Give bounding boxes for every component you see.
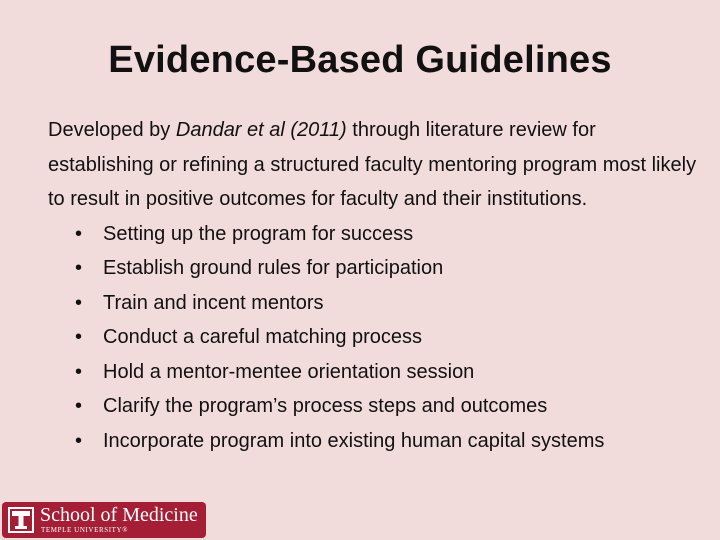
list-item [48,424,698,459]
intro-paragraph [48,113,698,217]
intro-text-before: Developed by [48,119,176,141]
list-item-text: Hold a mentor-mentee orientation session [103,360,475,383]
list-item [48,286,698,321]
list-item [48,320,698,355]
bullet-marker: • [75,395,83,417]
list-item-text: Clarify the program’s process steps and outcomes [103,395,548,417]
list-item-text: Establish ground rules for participation [103,257,444,279]
intro-text-after: through literature review for establishing or refining a structured faculty mentoring program most likely to result in positive outcomes for faculty and their institutions. [48,119,697,210]
list-item [48,217,698,252]
list-item [48,355,698,390]
temple-school-of-medicine-logo [2,502,206,538]
list-item-text: Incorporate program into existing human capital systems [103,429,605,452]
bullet-marker: • [75,360,83,383]
list-item [48,389,698,424]
slide-title: Evidence-Based Guidelines [108,39,612,81]
bullet-marker: • [75,291,83,314]
list-item [48,251,698,286]
list-item-text: Setting up the program for success [103,222,414,245]
intro-citation: Dandar et al (2011) [175,119,347,141]
logo-school-name: School of Medicine [40,504,198,526]
bullet-marker: • [75,326,83,348]
guidelines-list [48,217,698,459]
bullet-marker: • [75,257,83,279]
list-item-text: Train and incent mentors [103,291,324,314]
temple-t-logo-icon [8,507,34,533]
slide-body [48,113,698,458]
bullet-marker: • [75,222,83,245]
list-item-text: Conduct a careful matching process [103,326,423,348]
logo-university-name: TEMPLE UNIVERSITY® [41,526,129,534]
bullet-marker: • [75,429,83,452]
